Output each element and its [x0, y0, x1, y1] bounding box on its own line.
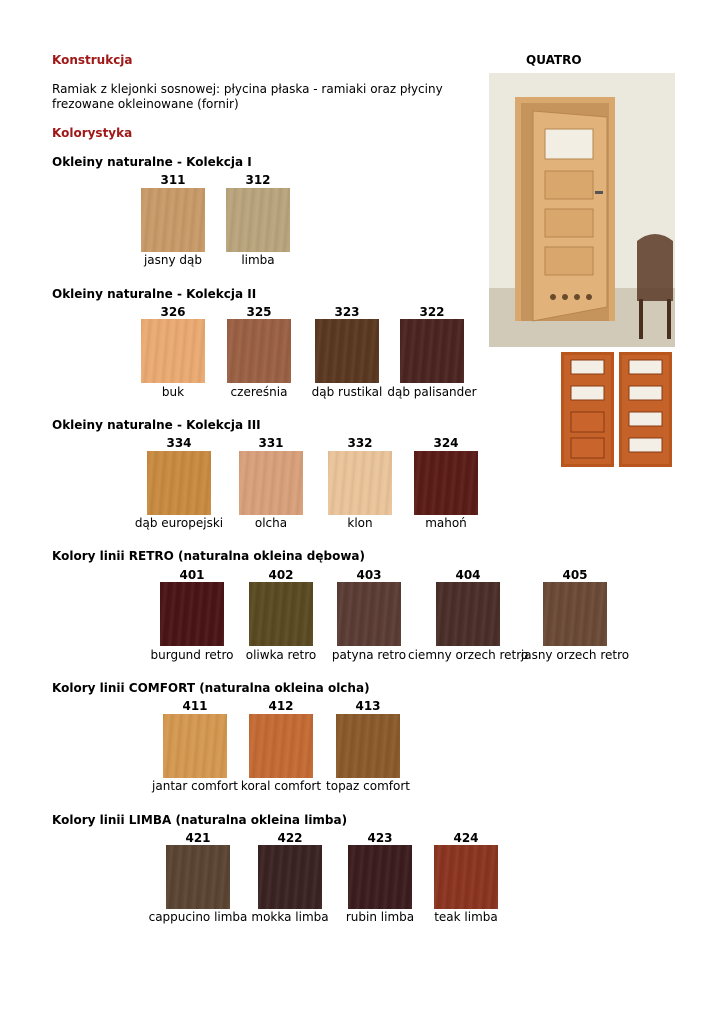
color-swatch	[166, 845, 230, 909]
color-swatch	[348, 845, 412, 909]
construction-description: Ramiak z klejonki sosnowej: płycina płaska - ramiaki oraz płyciny frezowane okleinowane (fornir)	[52, 82, 443, 111]
swatch-code: 322	[419, 305, 445, 319]
swatch-label: jasny orzech retro	[520, 648, 630, 662]
double-door-image	[561, 352, 672, 467]
swatch-label: rubin limba	[345, 910, 415, 924]
swatch-label: mahoń	[425, 516, 467, 530]
door-photo	[489, 73, 675, 347]
swatch-label: jasny dąb	[143, 253, 203, 267]
color-swatch	[337, 582, 401, 646]
swatch-code: 421	[185, 831, 211, 845]
swatch-label: mokka limba	[251, 910, 329, 924]
section-title-limba: Kolory linii LIMBA (naturalna okleina limba)	[52, 813, 348, 827]
swatch-label: dąb europejski	[134, 516, 224, 530]
swatch-label: jantar comfort	[152, 779, 238, 793]
model-name: QUATRO	[526, 53, 582, 67]
color-swatch	[543, 582, 607, 646]
swatch-code: 412	[268, 699, 294, 713]
swatch-code: 401	[179, 568, 205, 582]
color-swatch	[160, 582, 224, 646]
color-swatch	[336, 714, 400, 778]
color-swatch	[315, 319, 379, 383]
swatch-code: 312	[245, 173, 271, 187]
swatch-label: burgund retro	[150, 648, 234, 662]
swatch-code: 402	[268, 568, 294, 582]
swatch-code: 326	[160, 305, 186, 319]
color-swatch	[434, 845, 498, 909]
swatch-label: teak limba	[434, 910, 498, 924]
swatch-code: 323	[334, 305, 360, 319]
color-swatch	[141, 188, 205, 252]
swatch-code: 423	[367, 831, 393, 845]
color-swatch	[227, 319, 291, 383]
swatch-code: 334	[166, 436, 192, 450]
color-swatch	[400, 319, 464, 383]
swatch-code: 424	[453, 831, 479, 845]
swatch-code: 411	[182, 699, 208, 713]
color-swatch	[249, 714, 313, 778]
swatch-code: 331	[258, 436, 284, 450]
section-title-comfort: Kolory linii COMFORT (naturalna okleina olcha)	[52, 681, 370, 695]
color-swatch	[239, 451, 303, 515]
kolorystyka-heading: Kolorystyka	[52, 126, 133, 140]
swatch-label: olcha	[254, 516, 288, 530]
swatch-code: 404	[455, 568, 481, 582]
color-swatch	[163, 714, 227, 778]
color-swatch	[328, 451, 392, 515]
color-swatch	[258, 845, 322, 909]
color-swatch	[249, 582, 313, 646]
swatch-label: oliwka retro	[245, 648, 317, 662]
door-photo-image	[489, 73, 675, 347]
swatch-label: klon	[347, 516, 373, 530]
color-swatch	[226, 188, 290, 252]
color-swatch	[141, 319, 205, 383]
swatch-code: 422	[277, 831, 303, 845]
swatch-label: limba	[241, 253, 275, 267]
color-swatch	[147, 451, 211, 515]
double-door-illustration	[561, 352, 672, 467]
swatch-label: koral comfort	[240, 779, 322, 793]
swatch-label: cappucino limba	[148, 910, 248, 924]
swatch-label: dąb rustikal	[311, 385, 383, 399]
swatch-label: czereśnia	[230, 385, 288, 399]
swatch-label: buk	[161, 385, 185, 399]
swatch-code: 311	[160, 173, 186, 187]
swatch-code: 403	[356, 568, 382, 582]
swatch-code: 405	[562, 568, 588, 582]
color-swatch	[414, 451, 478, 515]
swatch-label: dąb palisander	[387, 385, 477, 399]
swatch-label: ciemny orzech retro	[408, 648, 529, 662]
swatch-label: patyna retro	[331, 648, 407, 662]
color-swatch	[436, 582, 500, 646]
swatch-code: 325	[246, 305, 272, 319]
swatch-code: 332	[347, 436, 373, 450]
swatch-code: 413	[355, 699, 381, 713]
konstrukcja-heading: Konstrukcja	[52, 53, 133, 67]
swatch-code: 324	[433, 436, 459, 450]
section-title-kolekcja-1: Okleiny naturalne - Kolekcja I	[52, 155, 252, 169]
swatch-label: topaz comfort	[326, 779, 410, 793]
section-title-kolekcja-3: Okleiny naturalne - Kolekcja III	[52, 418, 261, 432]
section-title-retro: Kolory linii RETRO (naturalna okleina dębowa)	[52, 549, 366, 563]
section-title-kolekcja-2: Okleiny naturalne - Kolekcja II	[52, 287, 257, 301]
